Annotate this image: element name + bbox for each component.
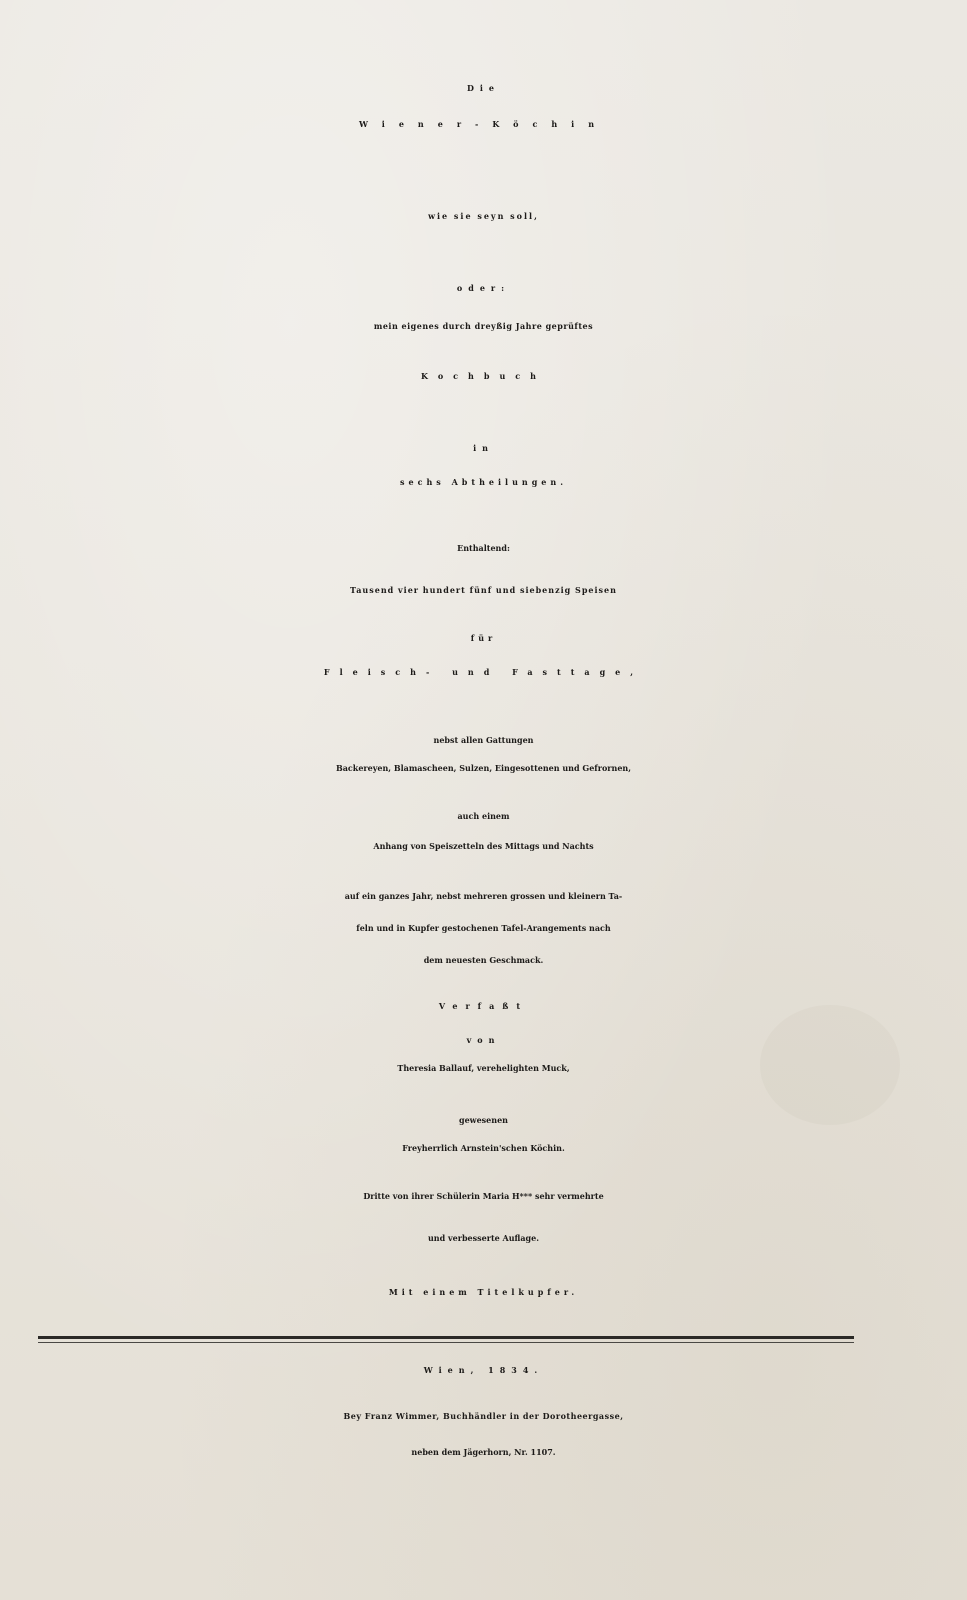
authored-label: Verfaßt — [438, 1001, 529, 1011]
taste-line: dem neuesten Geschmack. — [423, 955, 544, 965]
sections-line: sechs Abtheilungen. — [400, 477, 567, 487]
oder-line: oder: — [456, 283, 511, 293]
divider-rule — [38, 1336, 854, 1339]
recipe-count-line: Tausend vier hundert fünf und siebenzig Speisen — [350, 585, 617, 595]
fleisch-fasttage-line: Fleisch- und Fasttage, — [323, 667, 644, 677]
title-die: Die — [466, 83, 501, 93]
imprint-address: neben dem Jägerhorn, Nr. 1107. — [411, 1447, 556, 1457]
for-line: für — [470, 633, 497, 643]
divider-rule-thin — [38, 1342, 854, 1343]
table-arrangements-line: feln und in Kupfer gestochenen Tafel-Arangements nach — [356, 923, 611, 933]
by-label: von — [466, 1035, 501, 1045]
edition-line: Dritte von ihrer Schülerin Maria H*** sehr vermehrte — [363, 1191, 604, 1201]
year-line: auf ein ganzes Jahr, nebst mehreren grossen und kleinern Ta- — [344, 891, 623, 901]
former-label: gewesenen — [459, 1115, 508, 1125]
imprint-city-year: Wien, 1834. — [423, 1365, 544, 1375]
nebst-line: nebst allen Gattungen — [433, 735, 534, 745]
edition-line-2: und verbesserte Auflage. — [427, 1233, 540, 1243]
auch-line: auch einem — [457, 811, 510, 821]
frontispiece-line: Mit einem Titelkupfer. — [388, 1287, 579, 1297]
author-position: Freyherrlich Arnstein'schen Köchin. — [402, 1143, 565, 1153]
containing-label: Enthaltend: — [457, 543, 510, 553]
appendix-line: Anhang von Speiszetteln des Mittags und Nachts — [373, 841, 594, 851]
title-subtitle: wie sie seyn soll, — [428, 211, 539, 221]
description-line: mein eigenes durch dreyßig Jahre geprüftes — [373, 321, 594, 331]
in-line: in — [473, 443, 494, 453]
baked-goods-line: Backereyen, Blamascheen, Sulzen, Eingesottenen und Gefrornen, — [335, 763, 632, 773]
kochbuch-title: Kochbuch — [421, 371, 546, 381]
imprint-publisher: Bey Franz Wimmer, Buchhändler in der Dorotheergasse, — [343, 1411, 624, 1421]
main-title: Wiener-Köchin — [358, 119, 609, 129]
author-name: Theresia Ballauf, verehelighten Muck, — [397, 1063, 570, 1073]
